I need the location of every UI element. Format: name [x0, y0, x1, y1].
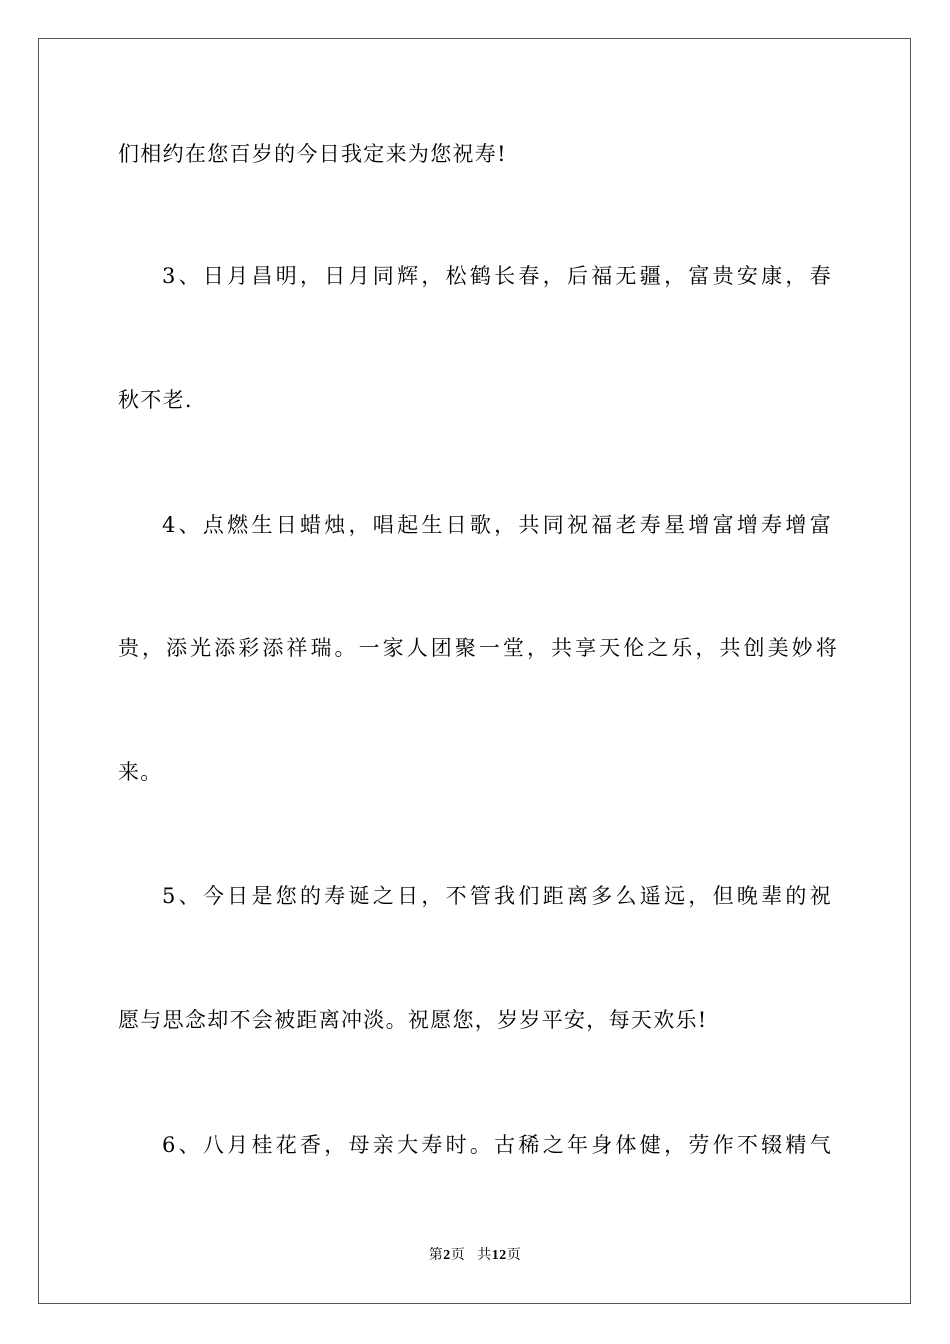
text-line-9: 6、八月桂花香，母亲大寿时。古稀之年身体健，劳作不辍精气: [162, 1133, 832, 1157]
text-line-1: 们相约在您百岁的今日我定来为您祝寿!: [118, 142, 507, 166]
footer-current-page: 2: [443, 1248, 451, 1263]
text-line-4: 4、点燃生日蜡烛，唱起生日歌，共同祝福老寿星增富增寿增富: [162, 513, 832, 537]
page-border: [38, 38, 911, 1304]
text-line-3: 秋不老.: [118, 388, 193, 412]
footer-page-suffix: 页: [450, 1248, 466, 1263]
text-line-5: 贵，添光添彩添祥瑞。一家人团聚一堂，共享天伦之乐，共创美妙将: [118, 636, 838, 660]
text-line-6: 来。: [118, 760, 163, 784]
page-footer: [0, 1247, 950, 1265]
footer-total-suffix: 页: [506, 1248, 522, 1263]
footer-total-pages: 12: [491, 1248, 507, 1263]
footer-total-prefix: 共: [477, 1248, 492, 1263]
footer-page-prefix: 第: [428, 1248, 444, 1263]
text-line-2: 3、日月昌明，日月同辉，松鹤长春，后福无疆，富贵安康，春: [162, 264, 832, 288]
text-line-8: 愿与思念却不会被距离冲淡。祝愿您，岁岁平安，每天欢乐!: [118, 1008, 708, 1032]
text-line-7: 5、今日是您的寿诞之日，不管我们距离多么遥远，但晚辈的祝: [162, 884, 832, 908]
